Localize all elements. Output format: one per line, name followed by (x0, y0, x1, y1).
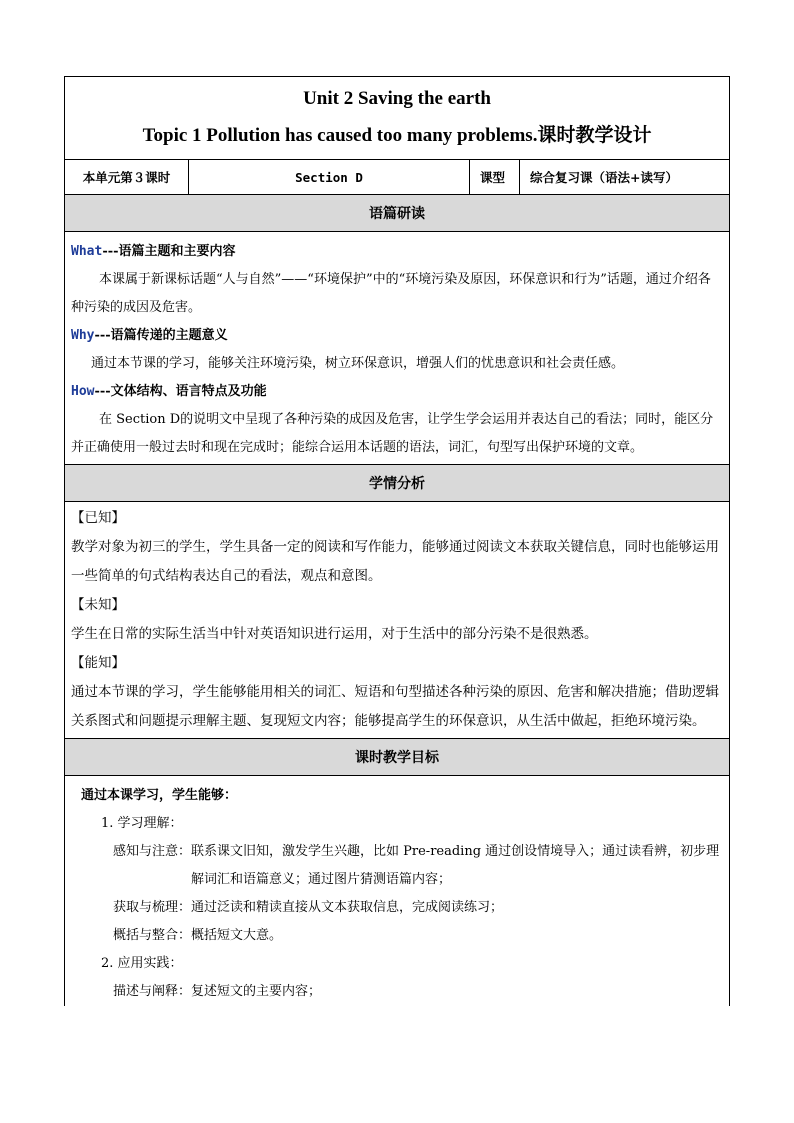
objectives-body (65, 776, 730, 1007)
objective-row-label: 获取与梳理： (113, 900, 192, 915)
lesson-plan-document (64, 76, 729, 1006)
type-value-cell: 综合复习课（语法+读写） (520, 160, 730, 195)
section-header-text-study: 语篇研读 (65, 195, 730, 232)
objective-row-label: 感知与注意： (113, 844, 192, 859)
what-label: ---语篇主题和主要内容 (102, 244, 236, 259)
section-cell: Section D (189, 160, 470, 195)
section-header-objectives: 课时教学目标 (65, 739, 730, 776)
able-text: 通过本节课的学习，学生能够能用相关的词汇、短语和句型描述各种污染的原因、危害和解决措施；借助逻辑关系图式和问题提示理解主题、复现短文内容；能够提高学生的环保意识，从生活中做起，拒绝环境污染。 (71, 684, 719, 729)
objective-row-text: 通过泛读和精读直接从文本获取信息，完成阅读练习； (191, 900, 504, 915)
info-row (65, 160, 730, 195)
objective-row-text: 复述短文的主要内容； (191, 984, 322, 999)
how-key: How (71, 384, 95, 399)
objective-item-1-title: 1. 学习理解： (101, 816, 183, 831)
why-key: Why (71, 328, 95, 343)
section-header-student-analysis: 学情分析 (65, 465, 730, 502)
objective-row (81, 978, 721, 1006)
objective-item-2-title: 2. 应用实践： (101, 956, 183, 971)
text-study-body (65, 232, 730, 465)
objectives-intro: 通过本课学习，学生能够： (81, 788, 238, 803)
unknown-text: 学生在日常的实际生活当中针对英语知识进行运用，对于生活中的部分污染不是很熟悉。 (71, 626, 598, 642)
what-text: 本课属于新课标话题“人与自然”——“环境保护”中的“环境污染及原因，环保意识和行为”话题，通过介绍各种污染的成因及危害。 (71, 272, 711, 315)
student-analysis-body (65, 502, 730, 739)
why-text: 通过本节课的学习，能够关注环境污染，树立环保意识，增强人们的忧患意识和社会责任感。 (91, 356, 625, 371)
lesson-plan-table (64, 76, 730, 1006)
objective-row-text: 概括短文大意。 (191, 928, 283, 943)
objective-row (81, 838, 721, 894)
objective-row-text: 联系课文旧知，激发学生兴趣，比如 Pre-reading 通过创设情境导入；通过读看辨，初步理解词汇和语篇意义；通过图片猜测语篇内容； (191, 844, 720, 887)
known-label: 【已知】 (71, 510, 125, 526)
objective-row-label: 描述与阐释： (113, 984, 192, 999)
why-label: ---语篇传递的主题意义 (94, 328, 228, 343)
known-text: 教学对象为初三的学生，学生具备一定的阅读和写作能力，能够通过阅读文本获取关键信息，同时也能够运用一些简单的句式结构表达自己的看法，观点和意图。 (71, 539, 719, 584)
type-label-cell: 课型 (470, 160, 520, 195)
unknown-label: 【未知】 (71, 597, 125, 613)
what-key: What (71, 244, 103, 259)
how-label: ---文体结构、语言特点及功能 (94, 384, 267, 399)
objective-row-label: 概括与整合： (113, 928, 192, 943)
period-cell: 本单元第３课时 (65, 160, 189, 195)
title-cell (65, 77, 730, 160)
able-label: 【能知】 (71, 655, 125, 671)
how-text: 在 Section D的说明文中呈现了各种污染的成因及危害，让学生学会运用并表达自己的看法；同时，能区分并正确使用一般过去时和现在完成时；能综合运用本话题的语法，词汇，句型写出保护环境的文章。 (71, 412, 714, 455)
unit-title: Unit 2 Saving the earth (303, 88, 491, 109)
topic-title: Topic 1 Pollution has caused too many problems.课时教学设计 (142, 125, 652, 146)
objective-row (81, 922, 721, 950)
objective-row (81, 894, 721, 922)
